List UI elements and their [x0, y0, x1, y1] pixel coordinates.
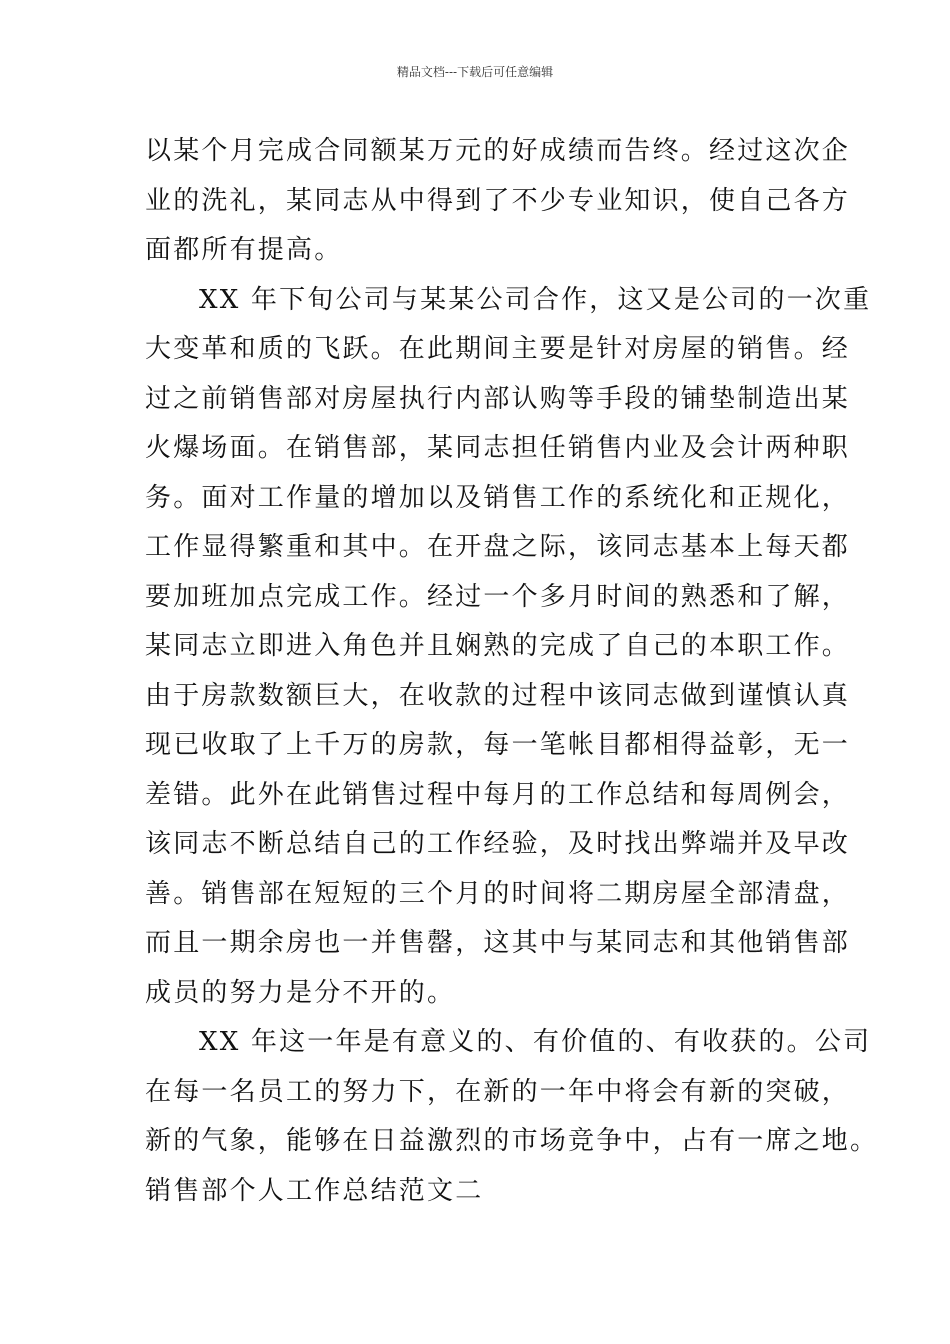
document-body — [145, 127, 879, 1216]
text-line: 在每一名员工的努力下，在新的一年中将会有新的突破， — [145, 1076, 851, 1107]
text-line: 火爆场面。在销售部，某同志担任销售内业及会计两种职 — [145, 433, 851, 463]
text-line: 某同志立即进入角色并且娴熟的完成了自己的本职工作。 — [145, 631, 851, 661]
page-header: 精品文档---下载后可任意编辑 — [396, 65, 554, 79]
text-line: 过之前销售部对房屋执行内部认购等手段的铺垫制造出某 — [145, 383, 851, 414]
paragraph-start-line: XX 年这一年是有意义的、有价值的、有收获的。公司 — [199, 1027, 872, 1057]
section-title: 销售部个人工作总结范文二 — [145, 1175, 484, 1206]
text-line: 成员的努力是分不开的。 — [145, 977, 456, 1008]
text-line: 务。面对工作量的增加以及销售工作的系统化和正规化， — [145, 482, 851, 513]
text-line: 而且一期余房也一并售罄，这其中与某同志和其他销售部 — [145, 928, 851, 958]
paragraph-start-line: XX 年下旬公司与某某公司合作，这又是公司的一次重 — [199, 284, 872, 315]
text-line: 以某个月完成合同额某万元的好成绩而告终。经过这次企 — [145, 136, 851, 166]
text-line: 面都所有提高。 — [145, 235, 343, 265]
text-line: 工作显得繁重和其中。在开盘之际，该同志基本上每天都 — [145, 532, 851, 562]
text-line: 业的洗礼，某同志从中得到了不少专业知识，使自己各方 — [145, 185, 851, 216]
text-line: 现已收取了上千万的房款，每一笔帐目都相得益彰，无一 — [145, 730, 851, 760]
text-line: 该同志不断总结自己的工作经验，及时找出弊端并及早改 — [145, 829, 851, 859]
text-line: 要加班加点完成工作。经过一个多月时间的熟悉和了解， — [145, 581, 851, 612]
text-line: 差错。此外在此销售过程中每月的工作总结和每周例会， — [145, 779, 851, 810]
text-line: 新的气象，能够在日益激烈的市场竞争中，占有一席之地。 — [145, 1126, 879, 1156]
text-line: 由于房款数额巨大，在收款的过程中该同志做到谨慎认真 — [145, 680, 851, 711]
text-line: 善。销售部在短短的三个月的时间将二期房屋全部清盘， — [145, 878, 851, 909]
text-line: 大变革和质的飞跃。在此期间主要是针对房屋的销售。经 — [145, 334, 851, 364]
